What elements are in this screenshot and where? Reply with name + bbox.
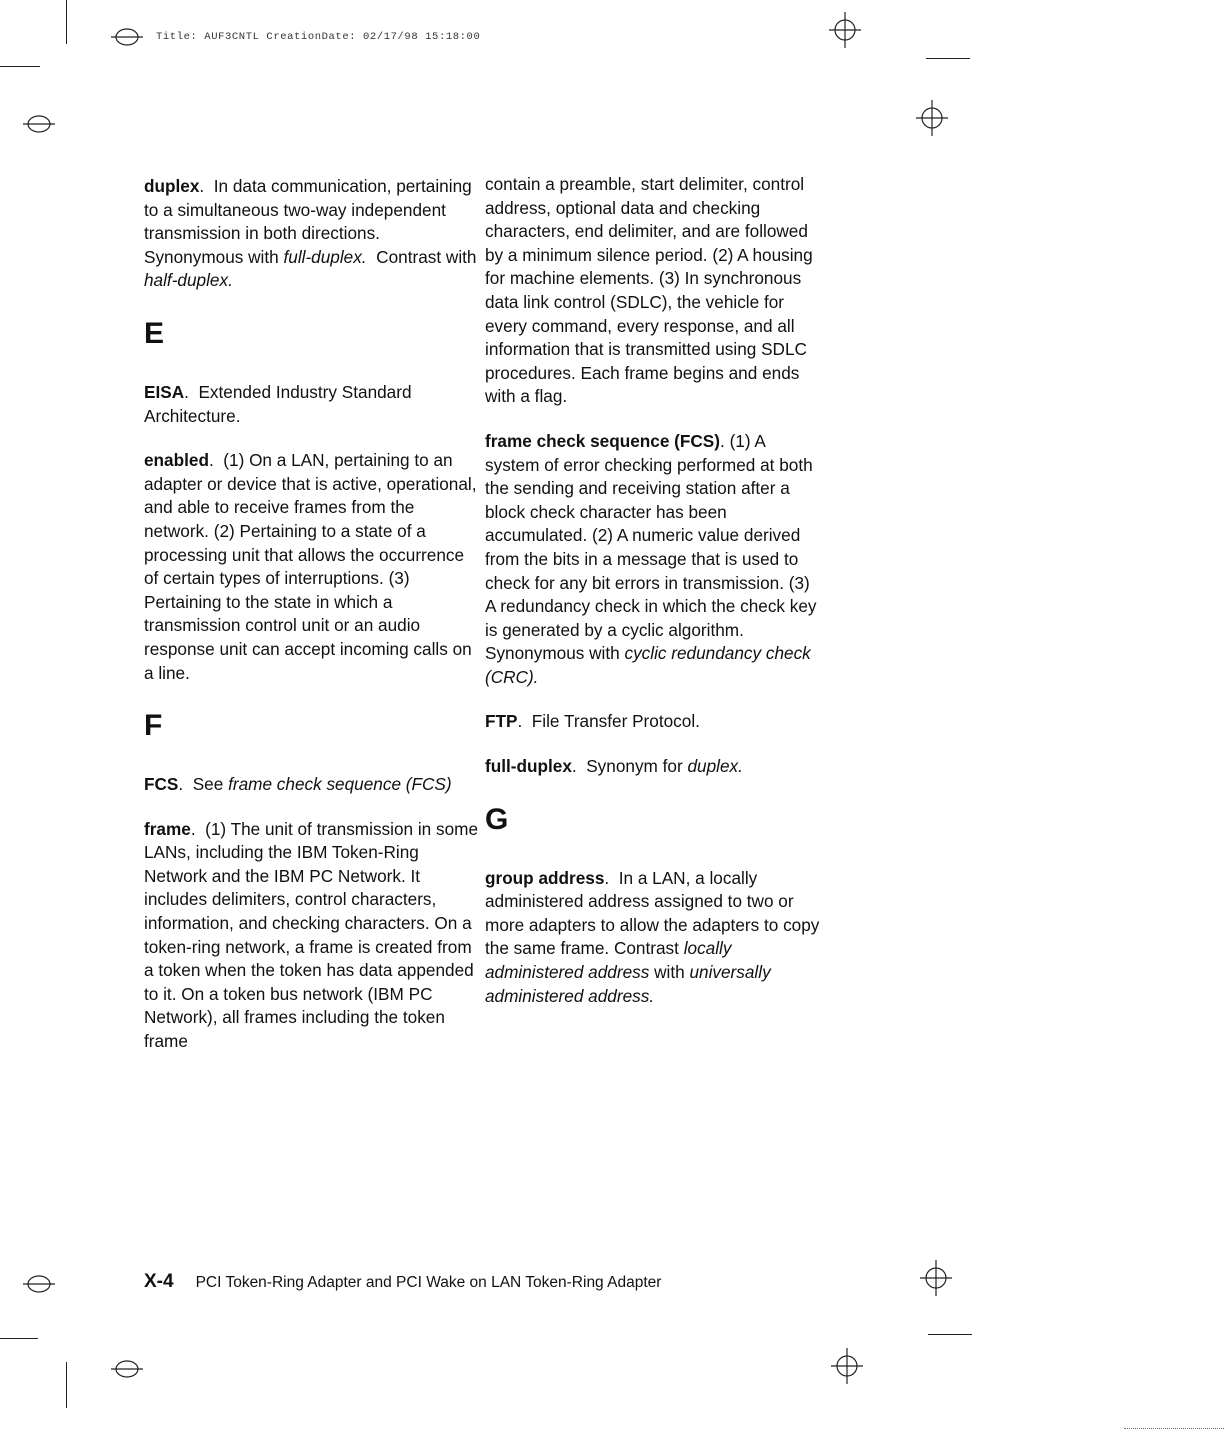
cross-reference: frame check sequence (FCS): [228, 774, 452, 795]
entry-definition: contain a preamble, start delimiter, control address, optional data and checking characters, end delimiter, and are followed by a minimum silence period. (2) A housing for machine elements. (3) In synchronous data link control (SDLC), the vehicle for every command, every response, and all information that is transmitted using SDLC procedures. Each frame begins and ends with a flag.: [485, 174, 813, 407]
left-column: [144, 175, 479, 1075]
right-column: [485, 173, 820, 1029]
glossary-entry-frame: frame. (1) The unit of transmission in some LANs, including the IBM Token-Ring Network and the IBM PC Network. It includes delimiters, control characters, information, and checking characters. On a token-ring network, a frame is created from a token when the token has data appended to it. On a token bus network (IBM PC Network), all frames including the token frame: [144, 818, 479, 1052]
section-letter-g: G: [485, 802, 509, 836]
glossary-entry-eisa: EISA. Extended Industry Standard Architecture.: [144, 381, 412, 426]
glossary-entry-enabled: enabled. (1) On a LAN, pertaining to an adapter or device that is active, operational, and able to receive frames from the network. (2) Pertaining to a state of a processing unit that allows the occurrence of certain types of interruptions. (3) Pertaining to the state in which a transmission control unit or an audio response unit can accept incoming calls on a line.: [144, 450, 477, 683]
registration-mark-icon: [110, 26, 144, 48]
entry-term: frame check sequence (FCS): [485, 430, 720, 451]
trim-line: [66, 1362, 67, 1408]
registration-mark-icon: [22, 1273, 56, 1295]
section-letter-e: E: [144, 316, 165, 350]
cross-reference: duplex.: [687, 756, 743, 777]
cross-reference: full-duplex.: [283, 246, 367, 267]
crosshair-mark-icon: [827, 12, 863, 48]
crosshair-mark-icon: [829, 1348, 865, 1384]
entry-definition: Synonym for: [586, 756, 683, 777]
entry-definition: Contrast with: [376, 246, 477, 267]
cross-reference: half-duplex.: [144, 270, 233, 291]
trim-line: [0, 66, 40, 67]
entry-definition: File Transfer Protocol.: [531, 711, 700, 732]
trim-dots: [1124, 1428, 1224, 1429]
entry-definition: (1) A system of error checking performed at both the sending and receiving station after a block check character has been accumulated. (2) A numeric value derived from the bits in a message that is used to check for any bit errors in transmission. (3) A redundancy check in which the check key is generated by a cyclic algorithm. Synonymous with: [485, 430, 817, 664]
crosshair-mark-icon: [914, 100, 950, 136]
registration-mark-icon: [22, 113, 56, 135]
cross-reference: cyclic redundancy check (CRC).: [485, 643, 811, 687]
entry-term: frame: [144, 818, 191, 839]
glossary-entry-ftp: FTP. File Transfer Protocol.: [485, 711, 700, 732]
cross-reference: universally administered address.: [485, 962, 771, 1006]
page-footer: [144, 1271, 661, 1293]
entry-term: duplex: [144, 176, 200, 196]
entry-term: EISA: [144, 381, 185, 402]
entry-term: group address: [485, 867, 605, 888]
entry-definition: Extended Industry Standard Architecture.: [144, 381, 412, 426]
section-letter-f: F: [144, 709, 163, 743]
trim-line: [0, 1338, 38, 1339]
entry-definition: See: [192, 774, 224, 795]
entry-term: enabled: [144, 450, 209, 471]
trim-line: [66, 0, 67, 44]
glossary-entry-full-duplex: full-duplex. Synonym for duplex.: [485, 756, 743, 777]
crosshair-mark-icon: [918, 1260, 954, 1296]
print-header: Title: AUF3CNTL CreationDate: 02/17/98 15:18:00: [156, 31, 481, 43]
page-number: X-4: [144, 1271, 174, 1292]
glossary-entry-group-address: group address. In a LAN, a locally administered address assigned to two or more adapters to allow the adapters to copy the same frame. Contrast locally administered address with universally administered address.: [485, 867, 820, 1006]
book-title: PCI Token-Ring Adapter and PCI Wake on LAN Token-Ring Adapter: [195, 1274, 662, 1291]
entry-term: FTP: [485, 711, 518, 732]
entry-term: full-duplex: [485, 756, 572, 777]
entry-definition: (1) The unit of transmission in some LANs, including the IBM Token-Ring Network and the IBM PC Network. It includes delimiters, control characters, information, and checking characters. On a token-ring network, a frame is created from a token when the token has data appended to it. On a token bus network (IBM PC Network), all frames including the token frame: [144, 818, 479, 1052]
trim-line: [926, 58, 970, 59]
glossary-entry-frame-check-sequence: frame check sequence (FCS). (1) A system of error checking performed at both the sending and receiving station after a block check character has been accumulated. (2) A numeric value derived from the bits in a message that is used to check for any bit errors in transmission. (3) A redundancy check in which the check key is generated by a cyclic algorithm. Synonymous with cyclic redundancy check (CRC).: [485, 430, 817, 687]
cross-reference: locally administered address: [485, 938, 732, 983]
trim-line: [928, 1334, 972, 1335]
entry-definition: with: [654, 962, 685, 983]
entry-definition: In data communication, pertaining to a simultaneous two-way independent transmission in both directions. Synonymous with: [144, 176, 472, 267]
entry-definition: (1) On a LAN, pertaining to an adapter or device that is active, operational, and able to receive frames from the network. (2) Pertaining to a state of a processing unit that allows the occurrence of certain types of interruptions. (3) Pertaining to the state in which a transmission control unit or an audio response unit can accept incoming calls on a line.: [144, 450, 477, 683]
registration-mark-icon: [110, 1358, 144, 1380]
glossary-entry-duplex: duplex. In data communication, pertaining to a simultaneous two-way independent transmission in both directions. Synonymous with full-duplex. Contrast with half-duplex.: [144, 176, 477, 291]
glossary-entry-fcs: FCS. See frame check sequence (FCS): [144, 774, 452, 795]
glossary-entry-frame-continued: [485, 173, 820, 409]
entry-term: FCS: [144, 774, 179, 795]
entry-definition: In a LAN, a locally administered address assigned to two or more adapters to allow the adapters to copy the same frame. Contrast: [485, 867, 820, 959]
